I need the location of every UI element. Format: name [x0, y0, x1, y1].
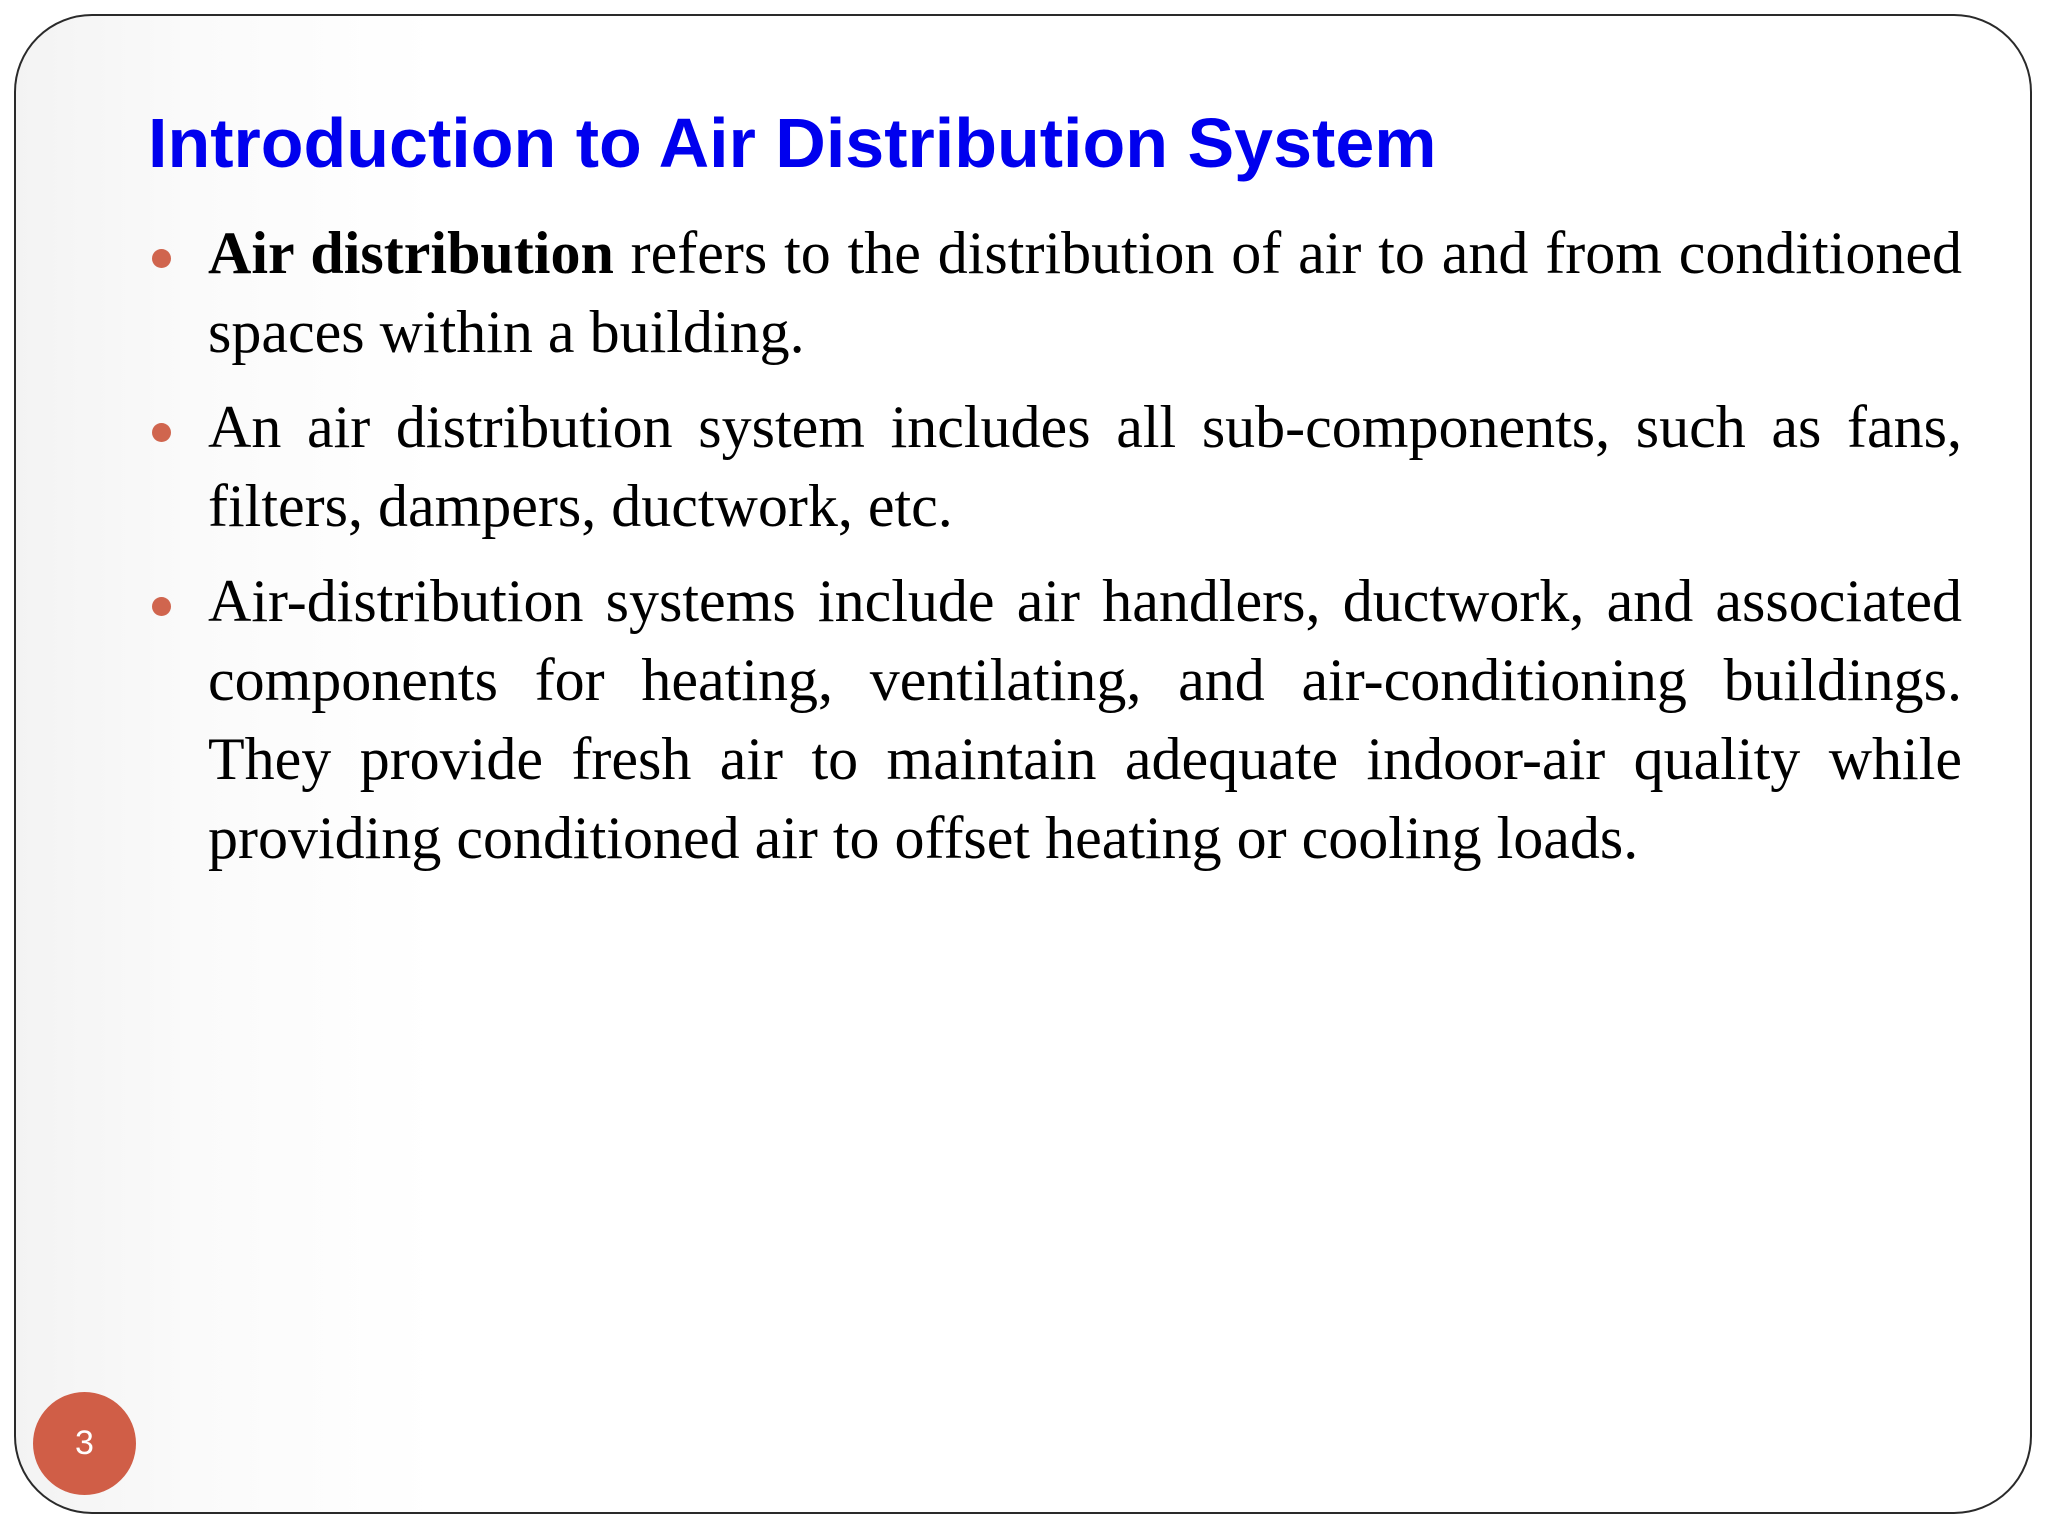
bullet-dot-icon: [152, 249, 171, 268]
bullet-text: An air distribution system includes all sub-components, such as fans, filters, dampers, ductwork, etc.: [208, 394, 1962, 539]
slide-title: Introduction to Air Distribution System: [148, 104, 1437, 182]
bullet-dot-icon: [152, 597, 171, 616]
bullet-text: refers to the distribution of air to and from conditioned spaces within a building.: [208, 220, 1962, 365]
bullet-text: Air-distribution systems include air handlers, ductwork, and associated components for heating, ventilating, and air-conditioning buildings. They provide fresh air to maintain adequate indoor-air quality while providing conditioned air to offset heating or cooling loads.: [208, 568, 1962, 871]
page-number-badge: 3: [33, 1392, 136, 1495]
bullet-item-system-purpose: [208, 562, 1962, 878]
bullet-item-air-distribution: [208, 214, 1962, 372]
bullet-dot-icon: [152, 423, 171, 442]
slide-frame: [14, 14, 2032, 1514]
bullet-bold-term: Air distribution: [208, 220, 614, 286]
bullet-list: [208, 214, 1962, 894]
bullet-item-system-components: [208, 388, 1962, 546]
